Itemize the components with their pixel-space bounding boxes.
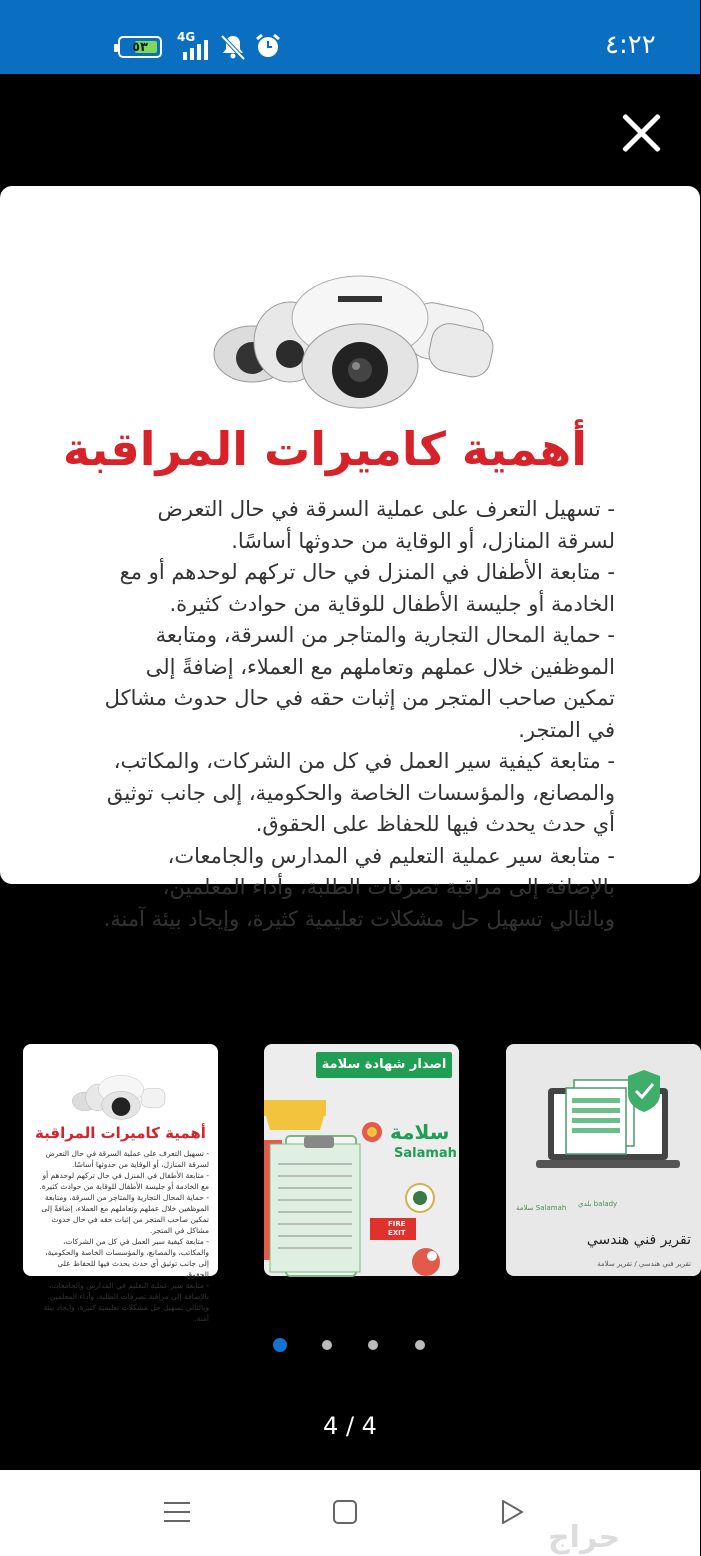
fire-exit-sign: FIRE EXIT [370,1218,416,1240]
alarm-icon [254,32,282,60]
security-cameras-image [71,1072,171,1122]
battery-icon [118,36,162,58]
main-image-title: أهمية كاميرات المراقبة [62,422,588,476]
haraj-watermark: حراج [548,1520,621,1555]
thumbnail-3-subtitle: تقرير فني هندسي / تقرير سلامة [597,1260,691,1268]
recent-apps-icon[interactable] [164,1500,190,1524]
network-type: 4G [177,30,196,44]
main-image-paragraph: - متابعة سير عملية التعليم في المدارس والجامعات، بالإضافة إلى مراقبة تصرفات الطلبة، وأداء المعلمين، وبالتالي تسهيل حل مشكلات تعليمية كثيرة، وإيجاد بيئة آمنة. [103,843,615,931]
page-dot-3[interactable] [368,1340,378,1350]
thumbnail-3-logo-balady: بلدي balady [578,1200,618,1208]
main-image-text [95,494,615,935]
page-counter: 4 / 4 [323,1412,377,1440]
page-dot-2[interactable] [322,1340,332,1350]
status-bar [0,0,700,74]
main-image-paragraph: - تسهيل التعرف على عملية السرقة في حال التعرض لسرقة المنازل، أو الوقاية من حدوثها أساسًا. [157,497,615,553]
mute-icon [218,32,248,62]
main-image[interactable] [0,186,700,931]
thumbnail-1-paragraph: - متابعة كيفية سير العمل في كل من الشركات، والمكاتب، والمصانع، والمؤسسات الخاصة والحكومية، إلى جانب توثيق أي حدث يحدث فيها للحفاظ على الحقوق. [45,1237,209,1279]
security-cameras-image [210,266,510,416]
thumbnail-1-paragraph: - تسهيل التعرف على عملية السرقة في حال التعرض لسرقة المنازل، أو الوقاية من حدوثها أساسًا. [45,1149,209,1169]
thumbnail-2[interactable] [264,1044,459,1276]
main-image-paragraph: - متابعة الأطفال في المنزل في حال تركهم لوحدهم أو مع الخادمة أو جليسة الأطفال للوقاية من حوادث كثيرة. [119,560,615,616]
back-icon[interactable] [498,1498,526,1526]
status-time: ٤:٢٢ [605,30,656,60]
main-image-paragraph: - متابعة كيفية سير العمل في كل من الشركات، والمكاتب، والمصانع، والمؤسسات الخاصة والحكومية، إلى جانب توثيق أي حدث يحدث فيها للحفاظ على الحقوق. [106,749,615,836]
thumbnail-1-title: أهمية كاميرات المراقبة [35,1124,206,1142]
thumbnail-3-title: تقرير فني هندسي [586,1232,691,1248]
close-button[interactable] [618,110,664,156]
battery-level: ٥٣ [132,39,148,55]
certificate-illustration [264,1080,459,1276]
page-indicator [273,1338,433,1354]
thumbnail-1-paragraph: - متابعة الأطفال في المنزل في حال تركهم لوحدهم أو مع الخادمة أو جليسة الأطفال للوقاية من حوادث كثيرة. [39,1171,209,1191]
thumbnail-2-banner: اصدار شهادة سلامة [316,1052,452,1078]
thumbnail-2-brand-english: Salamah [394,1146,457,1161]
thumbnail-2-brand-arabic: سلامة [390,1120,450,1144]
page-dot-4[interactable] [415,1340,425,1350]
thumbnail-3-logo-salamah: سلامة Salamah [516,1204,567,1212]
thumbnail-1-text [33,1148,209,1324]
main-image-paragraph: - حماية المحال التجارية والمتاجر من السرقة، ومتابعة الموظفين خلال عملهم وتعاملهم مع العملاء، إضافةً إلى تمكين صاحب المتجر من إثبات حقه في حال حدوث مشاكل في المتجر. [104,623,615,742]
home-icon[interactable] [333,1500,357,1524]
signal-icon [177,30,211,60]
laptop-report-illustration [532,1066,682,1174]
thumbnail-1-paragraph: - حماية المحال التجارية والمتاجر من السرقة، ومتابعة الموظفين خلال عملهم وتعاملهم مع العملاء، إضافةً إلى تمكين صاحب المتجر من إثبات حقه في حال حدوث مشاكل في المتجر. [41,1193,209,1235]
page-dot-1[interactable] [273,1338,287,1352]
thumbnail-1-paragraph: - متابعة سير عملية التعليم في المدارس والجامعات، بالإضافة إلى مراقبة تصرفات الطلبة، وأداء المعلمين، وبالتالي تسهيل حل مشكلات تعليمية كثيرة، وإيجاد بيئة آمنة. [43,1281,209,1323]
thumbnail-1[interactable] [23,1044,218,1323]
thumbnail-3[interactable] [506,1044,701,1276]
